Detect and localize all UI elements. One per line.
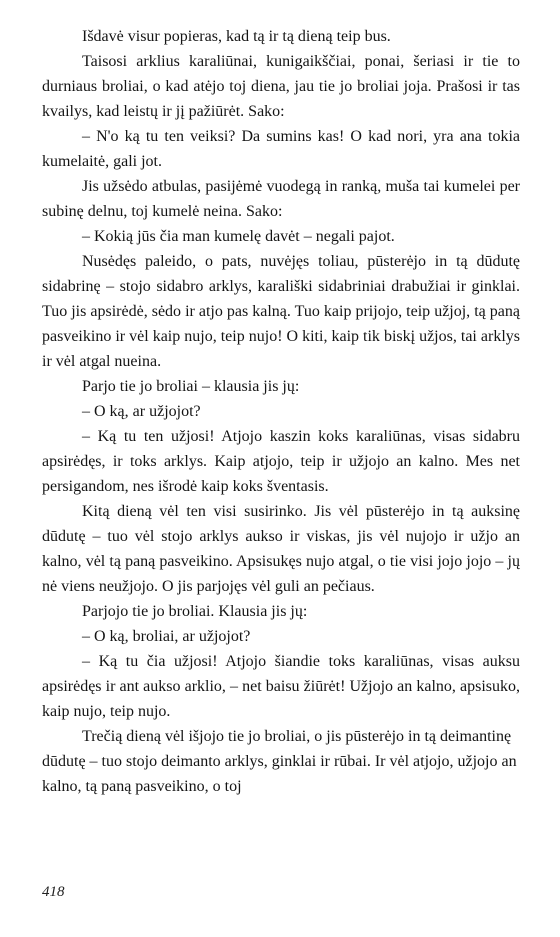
paragraph-12: – O ką, broliai, ar užjojot?	[82, 628, 251, 645]
paragraph-13: – Ką tu čia užjosi! Atjojo šiandie toks karaliūnas, visas auksu apsirėdęs ir ant aukso arklio, – net baisu žiūrėt! Užjojo an kalno, apsisuko, kaip nujo, teip nujo.	[42, 653, 520, 720]
paragraph-4: Jis užsėdo atbulas, pasijėmė vuodegą in ranką, muša tai kumelei per subinę delnu, toj kumelė neina. Sako:	[42, 178, 520, 220]
paragraph-14: Trečią dieną vėl išjojo tie jo broliai, o jis pūsterėjo in tą deimantinę dūdutę – tuo stojo deimanto arklys, ginklai ir rūbai. Ir vėl atjojo, užjojo an kalno, tą paną pasveikino, o toj	[42, 728, 517, 795]
paragraph-3: – N'o ką tu ten veiksi? Da sumins kas! O kad nori, yra ana tokia kumelaitė, gali jot.	[42, 128, 520, 170]
paragraph-6: Nusėdęs paleido, o pats, nuvėjęs toliau, pūsterėjo in tą dūdutę sidabrinę – stojo sidabro arklys, karališki sidabriniai drabužiai ir ginklai. Tuo jis apsirėdė, sėdo ir atjo pas kalną. Tuo kaip prijojo, teip užjoj, tą paną pasveikino ir vėl kaip nujo, teip nujo! O kiti, kaip tik biskį užjos, tai arklys ir vėl atgal nueina.	[42, 253, 520, 370]
page-number: 418	[42, 884, 65, 900]
paragraph-8: – O ką, ar užjojot?	[82, 403, 201, 420]
paragraph-1: Išdavė visur popieras, kad tą ir tą dieną teip bus.	[82, 28, 391, 45]
paragraph-2: Taisosi arklius karaliūnai, kunigaikščiai, ponai, šeriasi ir tie to durniaus broliai, o kad atėjo toj diena, jau tie jo broliai joja. Prašosi ir tas kvailys, kad leistų ir jį pažiūrėt. Sako:	[42, 53, 520, 120]
page-body-text	[42, 24, 520, 799]
paragraph-7: Parjo tie jo broliai – klausia jis jų:	[82, 378, 300, 395]
book-page	[42, 24, 520, 914]
paragraph-5: – Kokią jūs čia man kumelę davėt – negali pajot.	[82, 228, 395, 245]
paragraph-10: Kitą dieną vėl ten visi susirinko. Jis vėl pūsterėjo in tą auksinę dūdutę – tuo vėl stojo arklys aukso ir viskas, jis vėl nujojo ir užjo an kalno, vėl tą paną pasveikino. Apsisukęs nujo atgal, o tie visi jojo jojo – jų nė viens neužjojo. O jis parjojęs vėl guli an pečiaus.	[42, 503, 520, 595]
paragraph-11: Parjojo tie jo broliai. Klausia jis jų:	[82, 603, 308, 620]
paragraph-9: – Ką tu ten užjosi! Atjojo kaszin koks karaliūnas, visas sidabru apsirėdęs, ir toks arklys. Kaip atjojo, teip ir užjojo an kalno. Mes net persigandom, nes išrodė kaip koks šventasis.	[42, 428, 520, 495]
